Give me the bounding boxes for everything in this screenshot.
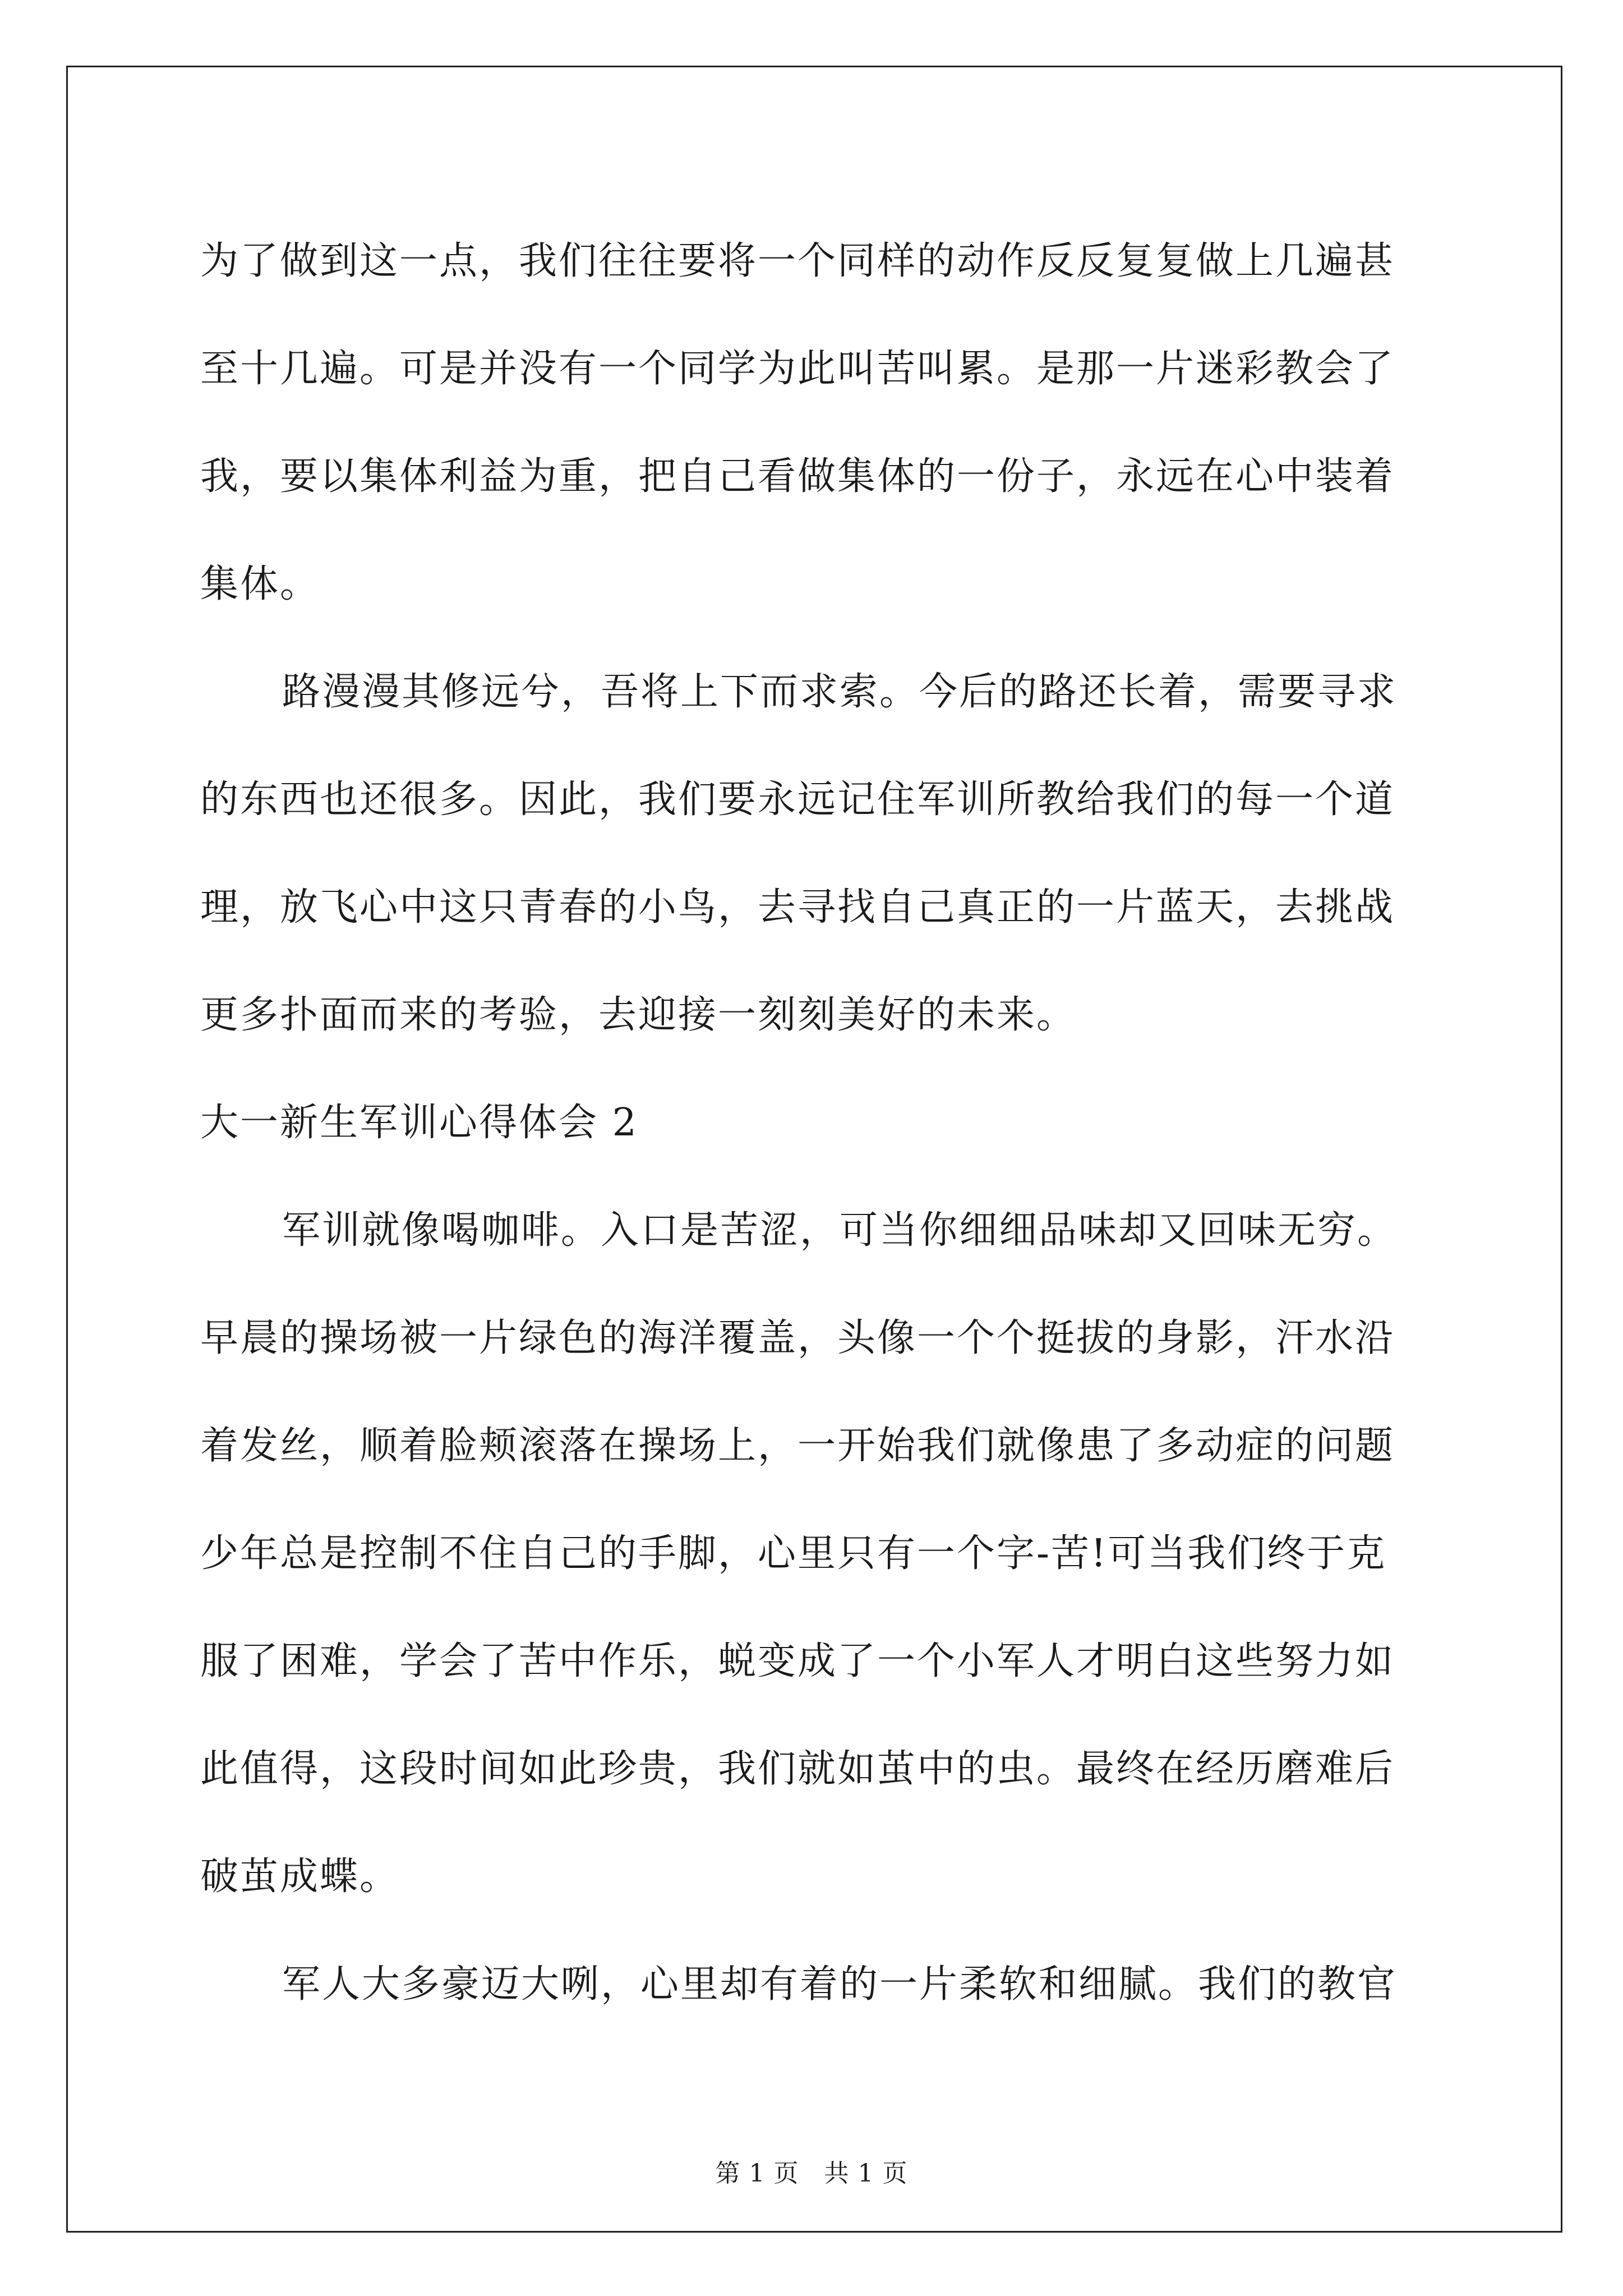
text-line: 路漫漫其修远兮，吾将上下而求索。今后的路还长着，需要寻求 — [282, 670, 1398, 714]
text-line: 破茧成蝶。 — [200, 1855, 400, 1899]
page-footer: 第 1 页 共 1 页 — [715, 2159, 908, 2188]
text-line: 少年总是控制不住自己的手脚，心里只有一个字-苦!可当我们终于克 — [200, 1531, 1387, 1576]
text-line: 理，放飞心中这只青春的小鸟，去寻找自己真正的一片蓝天，去挑战 — [200, 885, 1395, 930]
text-line: 集体。 — [200, 562, 320, 606]
text-line: 军训就像喝咖啡。入口是苦涩，可当你细细品味却又回味无穷。 — [282, 1208, 1398, 1253]
text-line: 此值得，这段时间如此珍贵，我们就如茧中的虫。最终在经历磨难后 — [200, 1747, 1395, 1791]
text-line: 军人大多豪迈大咧，心里却有着的一片柔软和细腻。我们的教官 — [282, 1962, 1398, 2007]
text-line: 为了做到这一点，我们往往要将一个同样的动作反反复复做上几遍甚 — [200, 239, 1395, 283]
text-line: 更多扑面而来的考验，去迎接一刻刻美好的未来。 — [200, 993, 1077, 1037]
text-line: 服了困难，学会了苦中作乐，蜕变成了一个小军人才明白这些努力如 — [200, 1639, 1395, 1683]
text-line: 早晨的操场被一片绿色的海洋覆盖，头像一个个挺拔的身影，汗水沿 — [200, 1316, 1395, 1360]
text-line: 着发丝，顺着脸颊滚落在操场上，一开始我们就像患了多动症的问题 — [200, 1424, 1395, 1468]
text-line: 我，要以集体利益为重，把自己看做集体的一份子，永远在心中装着 — [200, 454, 1395, 499]
text-line: 至十几遍。可是并没有一个同学为此叫苦叫累。是那一片迷彩教会了 — [200, 347, 1395, 391]
document-body — [200, 208, 1426, 2039]
text-line: 的东西也还很多。因此，我们要永远记住军训所教给我们的每一个道 — [200, 777, 1395, 822]
section-heading: 大一新生军训心得体会 2 — [200, 1101, 638, 1145]
